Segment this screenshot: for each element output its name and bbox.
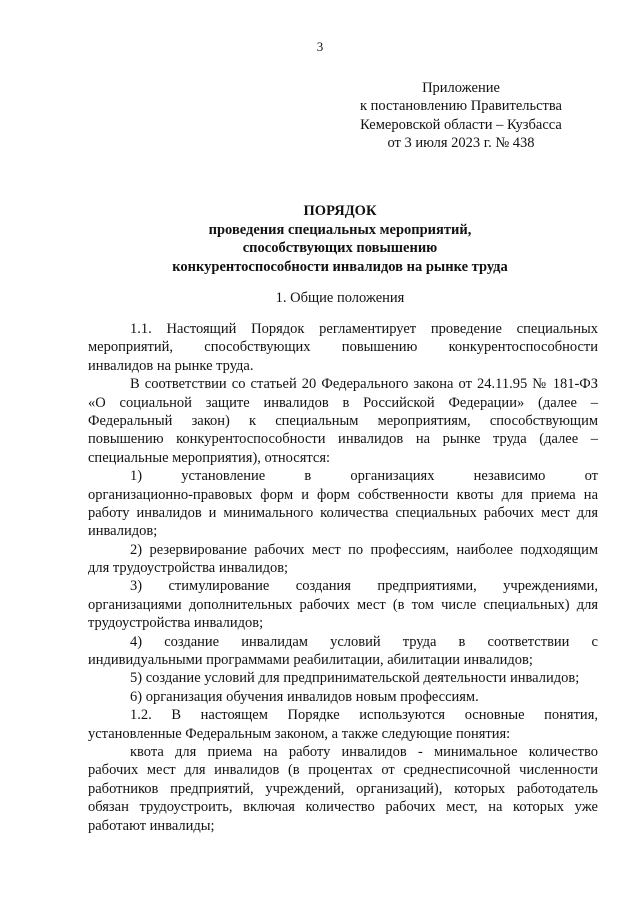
title-subtitle-line: способствующих повышению [242, 240, 438, 257]
appendix-line: к постановлению Правительства [360, 98, 562, 115]
page-number: 3 [316, 39, 324, 54]
title-subtitle-line: проведения специальных мероприятий, [208, 221, 472, 238]
section-heading: 1. Общие положения [275, 290, 405, 306]
text-line: работают инвалиды; [88, 817, 215, 834]
text-line: 1) установление в организациях независимо от [130, 468, 598, 485]
text-line: В соответствии со статьей 20 Федерального закона от 24.11.95 № 181-ФЗ [130, 376, 598, 393]
section-body [88, 320, 598, 835]
text-line: 2) резервирование рабочих мест по профессиям, наиболее подходящим [130, 541, 598, 558]
text-line: 5) создание условий для предпринимательской деятельности инвалидов; [130, 670, 580, 687]
text-line: повышению конкурентоспособности инвалидов на рынке труда (далее – [88, 431, 598, 448]
appendix-header [343, 79, 579, 153]
appendix-line: Кемеровской области – Кузбасса [360, 116, 562, 133]
text-line: квота для приема на работу инвалидов - минимальное количество [130, 743, 598, 760]
text-line: мероприятий, способствующих повышению конкурентоспособности [88, 339, 598, 356]
title-subtitle-line: конкурентоспособности инвалидов на рынке труда [172, 258, 508, 275]
text-line: Федеральный закон) к специальным мероприятиям, способствующим [88, 412, 598, 429]
title-heading: ПОРЯДОК [303, 203, 377, 219]
text-line: обязан трудоустроить, включая количество рабочих мест, на которых уже [88, 799, 598, 816]
document-title [100, 202, 580, 276]
text-line: работников предприятий, учреждений, организаций), которых работодатель [88, 780, 598, 797]
text-line: специальные мероприятия), относятся: [88, 449, 331, 466]
text-line: индивидуальными программами реабилитации, абилитации инвалидов; [88, 652, 533, 669]
text-line: рабочих мест для инвалидов (в процентах от среднесписочной численности [88, 762, 598, 779]
text-line: организационно-правовых форм и форм собственности квоты для приема на [88, 486, 598, 503]
text-line: инвалидов на рынке труда. [88, 357, 254, 374]
text-line: 3) стимулирование создания предприятиями, учреждениями, [130, 578, 598, 595]
text-line: инвалидов; [88, 523, 158, 540]
text-line: 6) организация обучения инвалидов новым профессиям. [130, 688, 479, 705]
text-line: трудоустройства инвалидов; [88, 615, 264, 632]
text-line: 4) создание инвалидам условий труда в соответствии с [130, 633, 598, 650]
appendix-line: Приложение [422, 80, 500, 96]
text-line: организациями дополнительных рабочих мест (в том числе специальных) для [88, 596, 598, 613]
text-line: установленные Федеральным законом, а также следующие понятия: [88, 725, 511, 742]
text-line: 1.2. В настоящем Порядке используются основные понятия, [130, 707, 598, 724]
text-line: для трудоустройства инвалидов; [88, 560, 289, 577]
text-line: работу инвалидов и минимального количества специальных рабочих мест для [88, 504, 598, 521]
text-line: «О социальной защите инвалидов в Российской Федерации» (далее – [88, 394, 598, 411]
appendix-line: от 3 июля 2023 г. № 438 [387, 135, 535, 152]
text-line: 1.1. Настоящий Порядок регламентирует проведение специальных [130, 321, 598, 337]
